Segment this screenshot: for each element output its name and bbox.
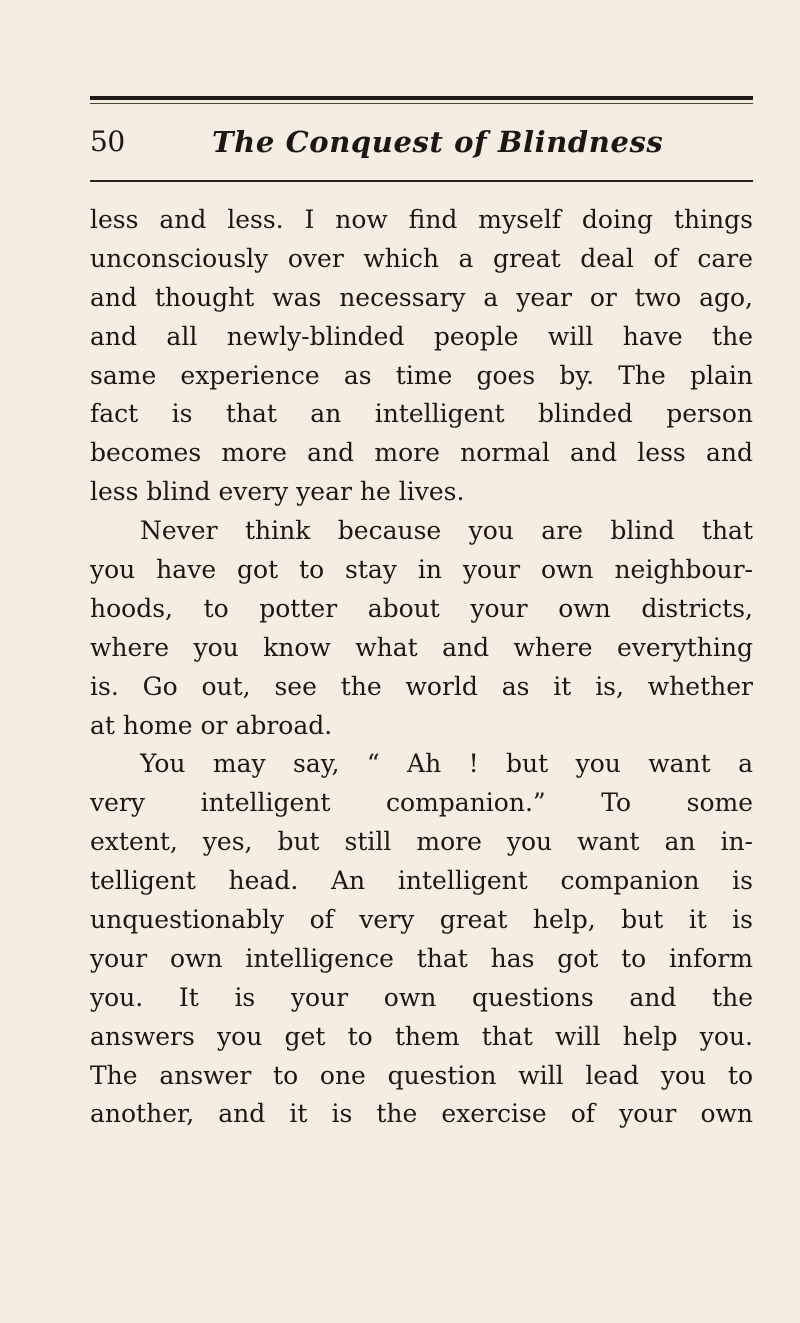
text-line: another, and it is the exercise of your own [90,1099,753,1129]
text-line: and all newly-blinded people will have the [90,321,753,351]
text-line: hoods, to potter about your own districts, [90,593,753,623]
text-line: you. It is your own questions and the [90,982,753,1012]
text-line: answers you get to them that will help you. [90,1021,753,1051]
header-rule-thin [90,103,753,104]
header-rule-thick [90,96,753,100]
text-line: you have got to stay in your own neighbour- [90,555,753,585]
text-line: fact is that an intelligent blinded person [90,399,753,429]
text-line: becomes more and more normal and less and [90,438,753,468]
text-line: telligent head. An intelligent companion is [90,866,753,896]
header-rule-bottom [90,180,753,182]
text-line: very intelligent companion.” To some [90,788,753,818]
text-line: Never think because you are blind that [140,516,753,546]
text-line: less blind every year he lives. [90,477,465,507]
running-header [90,122,753,170]
text-line: unquestionably of very great help, but it is [90,905,753,935]
text-line: extent, yes, but still more you want an in- [90,827,753,857]
text-line: less and less. I now find myself doing things [90,205,753,234]
text-line: You may say, “ Ah ! but you want a [140,749,753,779]
text-line: your own intelligence that has got to inform [90,943,753,973]
text-line: is. Go out, see the world as it is, whether [90,671,753,701]
paragraph [90,745,753,1134]
paragraph [90,201,753,512]
paragraph [90,512,753,745]
text-line: at home or abroad. [90,710,333,740]
running-title: The Conquest of Blindness [212,125,664,159]
text-line: The answer to one question will lead you to [90,1060,753,1090]
page-number: 50 [90,125,125,158]
text-line: where you know what and where everything [90,632,753,662]
text-line: same experience as time goes by. The plain [90,360,753,390]
text-line: and thought was necessary a year or two ago, [90,282,753,312]
text-line: unconsciously over which a great deal of care [90,243,753,273]
body-text [90,201,753,1134]
